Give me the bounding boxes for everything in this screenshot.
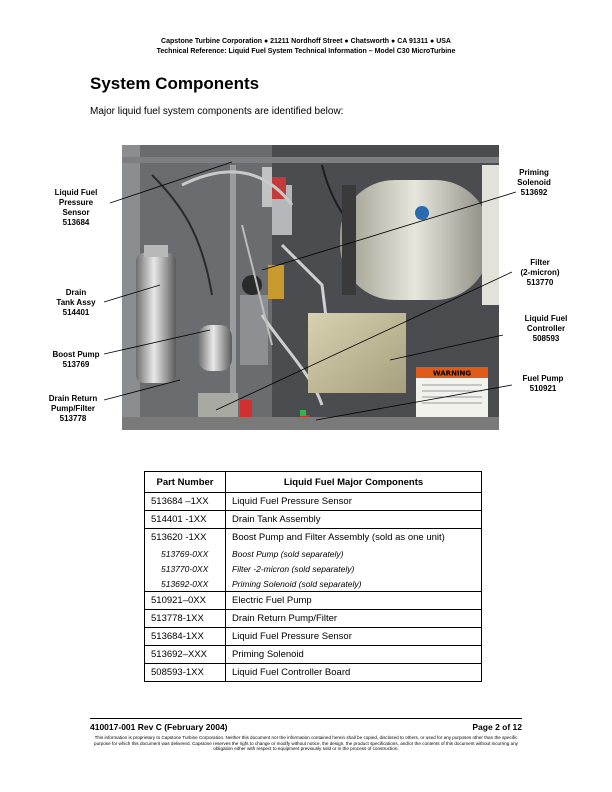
footer-doc-id: 410017-001 Rev C (February 2004) bbox=[90, 722, 228, 732]
callout-pressure-sensor: Liquid Fuel Pressure Sensor 513684 bbox=[54, 188, 98, 227]
warning-label-text: WARNING bbox=[432, 369, 472, 378]
table-row: 513778-1XX Drain Return Pump/Filter bbox=[145, 610, 482, 628]
footer-page-number: Page 2 of 12 bbox=[472, 722, 522, 732]
table-row: 513692–XXX Priming Solenoid bbox=[145, 646, 482, 664]
col-part-number: Part Number bbox=[145, 472, 226, 493]
table-row: 508593-1XX Liquid Fuel Controller Board bbox=[145, 664, 482, 682]
table-row-sub: 513692-0XX Priming Solenoid (sold separately) bbox=[145, 576, 482, 592]
table-row: 510921–0XX Electric Fuel Pump bbox=[145, 592, 482, 610]
page-title: System Components bbox=[90, 74, 260, 93]
col-components: Liquid Fuel Major Components bbox=[226, 472, 482, 493]
intro-text: Major liquid fuel system components are identified below: bbox=[90, 106, 344, 117]
footer-rule bbox=[90, 718, 522, 719]
table-row: 514401 -1XX Drain Tank Assembly bbox=[145, 511, 482, 529]
callout-priming-solenoid: Priming Solenoid 513692 bbox=[517, 168, 551, 197]
table-row-sub: 513770-0XX Filter -2-micron (sold separately) bbox=[145, 561, 482, 576]
header-company-line: Capstone Turbine Corporation ● 21211 Nordhoff Street ● Chatsworth ● CA 91311 ● USA bbox=[161, 38, 451, 45]
table-row: 513684 –1XX Liquid Fuel Pressure Sensor bbox=[145, 493, 482, 511]
callout-fuel-pump: Fuel Pump 510921 bbox=[522, 374, 564, 393]
callout-boost-pump: Boost Pump 513769 bbox=[52, 350, 100, 369]
callout-drain-tank: Drain Tank Assy 514401 bbox=[56, 288, 96, 317]
table-header-row bbox=[145, 472, 482, 493]
callout-drain-return-pump: Drain Return Pump/Filter 513778 bbox=[48, 394, 98, 423]
table-row: 513620 -1XX Boost Pump and Filter Assembly (sold as one unit) bbox=[145, 529, 482, 547]
callout-filter: Filter (2-micron) 513770 bbox=[520, 258, 560, 287]
footer-legal-notice: This information is proprietary to Capstone Turbine Corporation. Neither this document nor the information contained herein shall be copied, disclosed to others, or used for any purposes other than the specific purpose for which this document was delivered. Capstone reserves the right to change or modify without notice, the design, the product specifications, and/or the contents of this document without incurring any obligation either with respect to equipment previously sold or in the process of construction. bbox=[94, 735, 518, 752]
system-components-photo bbox=[122, 145, 499, 430]
parts-table bbox=[144, 471, 482, 682]
header-reference-line: Technical Reference: Liquid Fuel System Technical Information – Model C30 MicroTurbine bbox=[156, 48, 456, 55]
table-row: 513684-1XX Liquid Fuel Pressure Sensor bbox=[145, 628, 482, 646]
callout-controller: Liquid Fuel Controller 508593 bbox=[524, 314, 568, 343]
table-row-sub: 513769-0XX Boost Pump (sold separately) bbox=[145, 546, 482, 561]
